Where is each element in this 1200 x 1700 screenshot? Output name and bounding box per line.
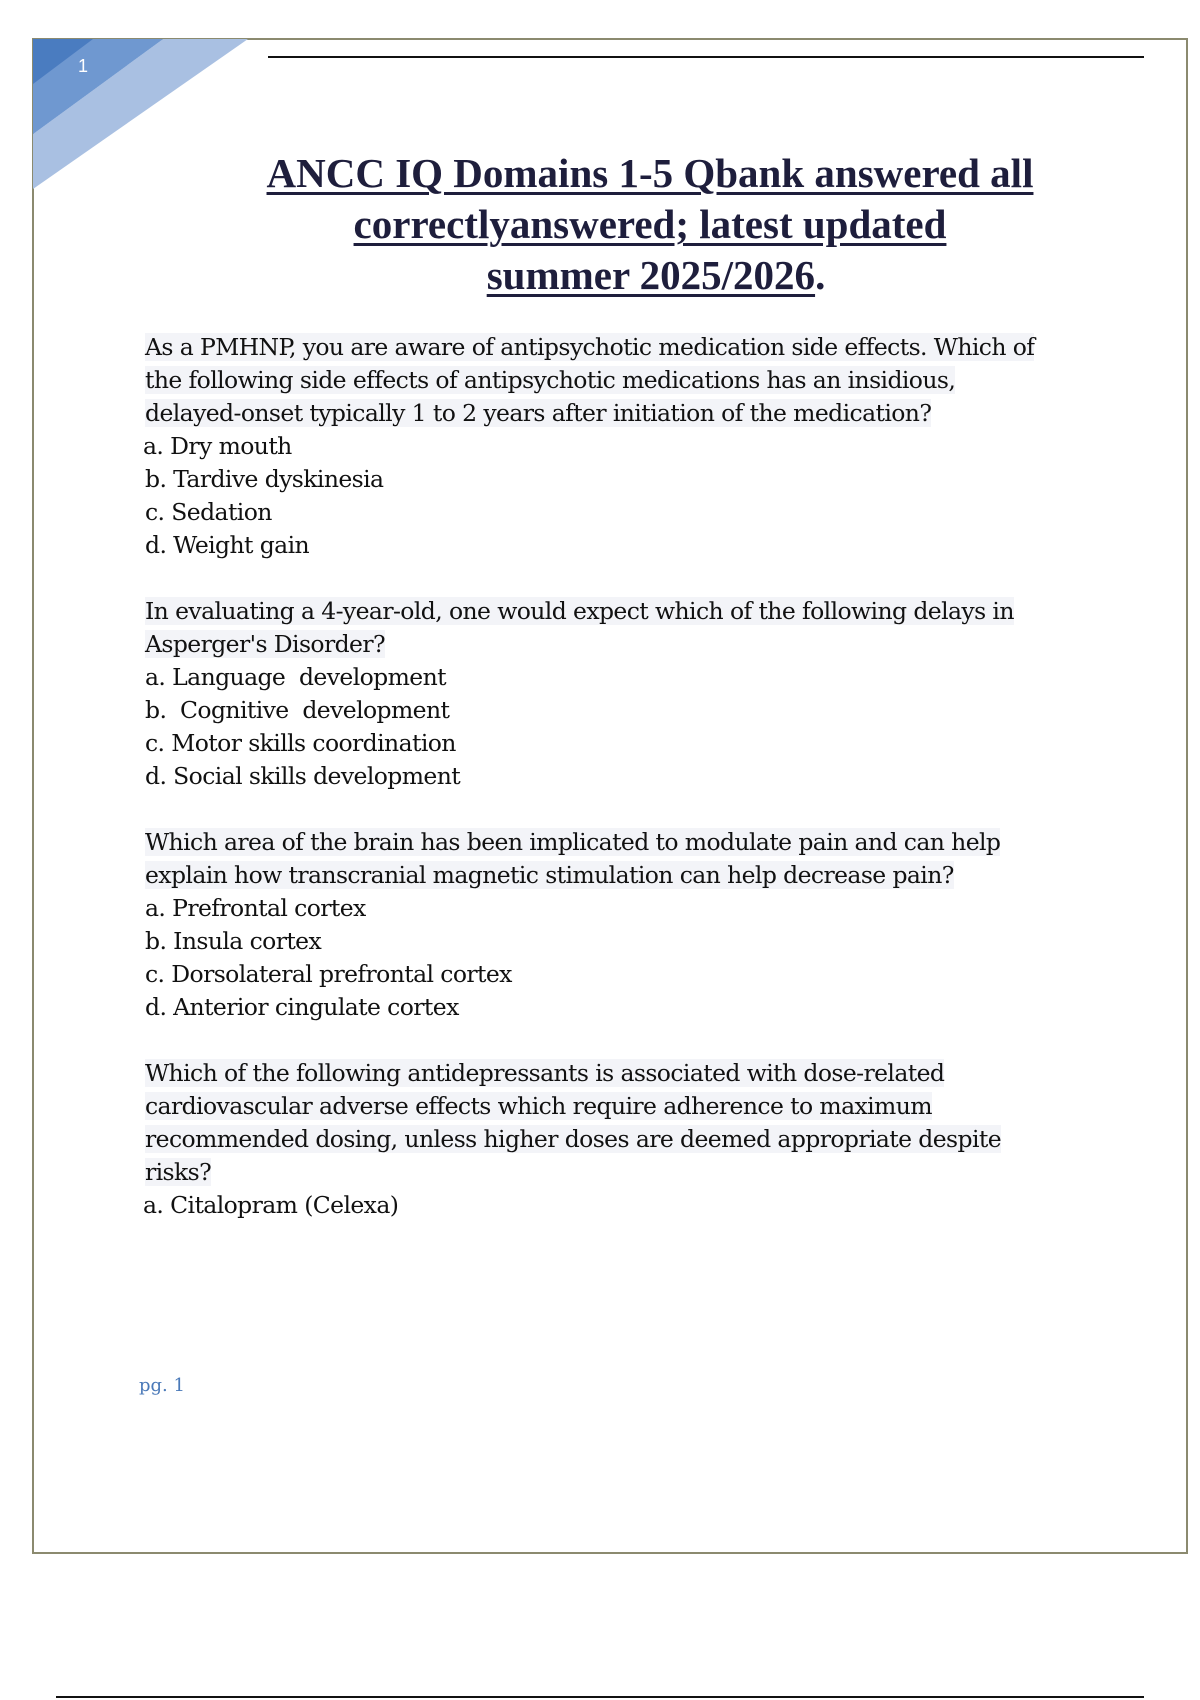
question-3-option-b: b. Insula cortex	[145, 927, 322, 955]
question-3-option-d: d. Anterior cingulate cortex	[145, 993, 459, 1021]
question-2-line-1: In evaluating a 4-year-old, one would expect which of the following delays in	[145, 597, 1014, 625]
question-3-line-1: Which area of the brain has been implicated to modulate pain and can help	[145, 828, 1001, 856]
question-4-line-3: recommended dosing, unless higher doses are deemed appropriate despite	[145, 1125, 1002, 1153]
title-line-2: correctlyanswered; latest updated	[353, 201, 947, 247]
title-line-3: summer 2025/2026	[486, 252, 816, 298]
question-1-line-2: the following side effects of antipsychotic medications has an insidious,	[145, 366, 956, 394]
title-period: .	[815, 252, 826, 298]
header-rule	[268, 56, 1144, 58]
document-title	[180, 148, 1120, 301]
question-3-option-a: a. Prefrontal cortex	[145, 894, 366, 922]
question-2-option-a: a. Language development	[145, 663, 446, 691]
question-2	[145, 595, 1125, 793]
question-1-line-1: As a PMHNP, you are aware of antipsychotic medication side effects. Which of	[145, 333, 1035, 361]
title-line-1: ANCC IQ Domains 1-5 Qbank answered all	[266, 150, 1034, 196]
footer-rule	[56, 1696, 1144, 1698]
question-4-line-4: risks?	[145, 1158, 212, 1186]
question-3	[145, 826, 1125, 1024]
question-1-option-b: b. Tardive dyskinesia	[145, 465, 384, 493]
question-3-option-c: c. Dorsolateral prefrontal cortex	[145, 960, 512, 988]
footer-page-label: pg. 1	[139, 1375, 185, 1396]
question-1-line-3: delayed-onset typically 1 to 2 years after initiation of the medication?	[145, 399, 932, 427]
question-2-line-2: Asperger's Disorder?	[145, 630, 385, 658]
question-1	[145, 331, 1125, 562]
question-4-line-1: Which of the following antidepressants is associated with dose-related	[145, 1059, 945, 1087]
question-list	[145, 331, 1125, 1255]
question-2-option-b: b. Cognitive development	[145, 696, 450, 724]
question-1-option-a: a. Dry mouth	[143, 432, 292, 460]
question-4	[145, 1057, 1125, 1222]
question-1-option-d: d. Weight gain	[145, 531, 310, 559]
question-4-option-a: a. Citalopram (Celexa)	[143, 1191, 399, 1219]
question-1-option-c: c. Sedation	[145, 498, 272, 526]
question-2-option-d: d. Social skills development	[145, 762, 461, 790]
question-4-line-2: cardiovascular adverse effects which require adherence to maximum	[145, 1092, 932, 1120]
question-2-option-c: c. Motor skills coordination	[145, 729, 456, 757]
question-3-line-2: explain how transcranial magnetic stimulation can help decrease pain?	[145, 861, 954, 889]
corner-page-number: 1	[78, 56, 89, 76]
